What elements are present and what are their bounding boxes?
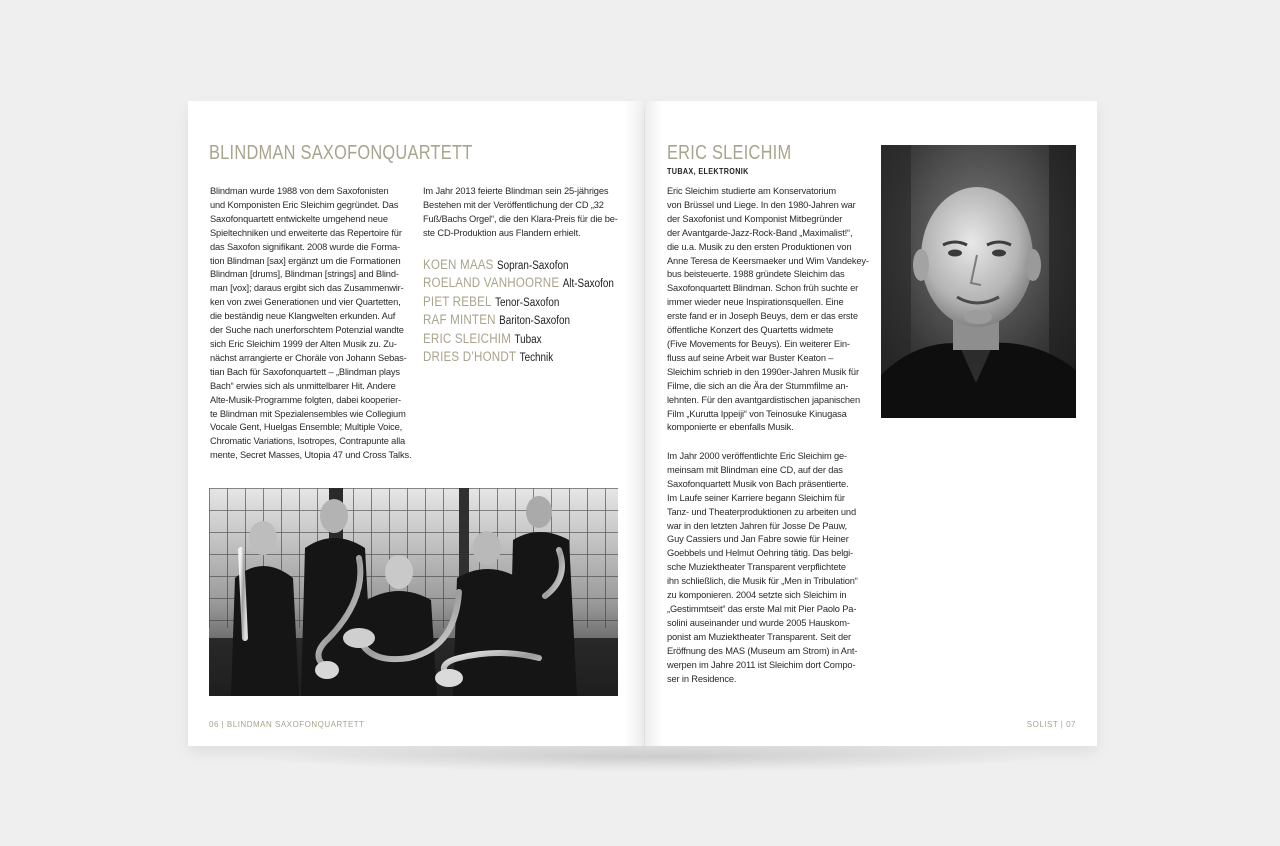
text-line: sche Muziektheater Transparent verpflichtete xyxy=(667,562,846,573)
text-line: Chromatic Variations, Isotropes, Contrapunte alla xyxy=(210,436,406,447)
right-page-footer: SOLIST | 07 xyxy=(1026,720,1076,729)
text-line: „Gestimmtseit“ das erste Mal mit Pier Paolo Pa- xyxy=(667,603,857,614)
portrait-photo xyxy=(881,145,1076,418)
member-name: ERIC SLEICHIM xyxy=(423,330,512,346)
text-line: te Blindman mit Spezialensembles wie Collegium xyxy=(210,408,406,419)
text-line: ponist am Muziektheater Transparent. Seit der xyxy=(667,631,851,642)
text-line: meinsam mit Blindman eine CD, auf der das xyxy=(667,464,843,475)
quartet-photo-graphic xyxy=(209,488,618,696)
member-name: DRIES D’HONDT xyxy=(423,348,517,364)
text-line: fluss auf seine Arbeit war Buster Keaton – xyxy=(667,352,834,363)
text-line: ihn schließlich, die Musik für „Men in Tribulation“ xyxy=(667,576,858,587)
text-line: Saxofonquartett entwickelte umgehend neue xyxy=(210,213,388,224)
member-row xyxy=(423,274,614,292)
text-line: tion Blindman [sax] ergänzt um die Formationen xyxy=(210,255,401,266)
text-line: Vocale Gent, Huelgas Ensemble; Multiple Voice, xyxy=(210,422,403,433)
text-line: Bach“ erwies sich als unmittelbarer Hit. Andere xyxy=(210,380,396,391)
right-gutter-shade xyxy=(645,101,663,746)
member-role: Bariton-Saxofon xyxy=(499,315,571,328)
member-role: Technik xyxy=(519,351,554,364)
text-line: erste fand er in Joseph Beuys, dem er das erste xyxy=(667,311,858,322)
text-line: Anne Teresa de Keersmaeker und Wim Vandekey- xyxy=(667,255,869,266)
member-row xyxy=(423,330,614,348)
member-row xyxy=(423,311,614,329)
right-page-title: ERIC SLEICHIM xyxy=(667,142,792,164)
text-line: Bestehen mit der Veröffentlichung der CD „32 xyxy=(423,199,604,210)
member-name: KOEN MAAS xyxy=(423,257,494,272)
right-page xyxy=(645,101,1097,746)
left-page xyxy=(188,101,644,746)
bio-paragraph-2 xyxy=(667,450,858,686)
member-row xyxy=(423,348,614,366)
bio-paragraph-1 xyxy=(667,185,869,435)
text-line: Filme, die sich an die Ära der Stummfilme an- xyxy=(667,380,849,391)
text-line: immer wieder neue Inspirationsquellen. Eine xyxy=(667,297,844,308)
text-line: öffentliche Konzert des Quartetts widmete xyxy=(667,325,834,336)
member-row xyxy=(423,293,614,311)
right-page-subtitle: TUBAX, ELEKTRONIK xyxy=(667,167,749,176)
text-line: Tanz- und Theaterproduktionen zu arbeiten und xyxy=(667,506,856,517)
text-line: Spieltechniken und erweiterte das Repertoire für xyxy=(210,227,402,238)
text-line: der Saxofonist und Komponist Mitbegründer xyxy=(667,213,843,224)
left-gutter-shade xyxy=(622,101,644,746)
left-page-footer: 06 | BLINDMAN SAXOFONQUARTETT xyxy=(209,720,365,729)
member-role: Sopran-Saxofon xyxy=(497,260,569,272)
text-line: von Brüssel und Liege. In den 1980-Jahren war xyxy=(667,199,856,210)
member-name: RAF MINTEN xyxy=(423,312,496,328)
member-role: Tubax xyxy=(514,333,542,346)
member-role: Alt-Saxofon xyxy=(562,278,614,291)
member-name: PIET REBEL xyxy=(423,293,492,309)
text-line: war in den letzten Jahren für Josse De Pauw, xyxy=(667,520,847,531)
text-line: lehnten. Für den avantgardistischen japanischen xyxy=(667,394,860,405)
member-role: Tenor-Saxofon xyxy=(495,296,560,309)
text-line: ste CD-Produktion aus Flandern erhielt. xyxy=(423,227,581,238)
text-line: (Five Movements for Beuys). Ein weiterer Ein- xyxy=(667,338,850,349)
brochure-spread xyxy=(188,101,1097,746)
text-line: mente, Secret Masses, Utopia 47 und Cross Talks. xyxy=(210,450,412,461)
text-line: Eröffnung des MAS (Museum am Strom) in Ant- xyxy=(667,645,858,656)
spread-shadow xyxy=(250,742,1050,772)
text-line: Im Laufe seiner Karriere begann Sleichim für xyxy=(667,492,845,503)
member-list xyxy=(423,256,645,366)
text-line: Goebbels und Helmut Oehring tätig. Das belgi- xyxy=(667,548,854,559)
text-line: und Komponisten Eric Sleichim gegründet. Das xyxy=(210,199,399,210)
text-line: Blindman [drums], Blindman [strings] and Blind- xyxy=(210,269,399,280)
text-line: ken von zwei Generationen und vier Quartetten, xyxy=(210,297,401,308)
text-line: Im Jahr 2000 veröffentlichte Eric Sleichim ge- xyxy=(667,451,847,461)
text-line: Sleichim schrieb in den 1990er-Jahren Musik für xyxy=(667,366,859,377)
text-line: Fuß/Bachs Orgel“, die den Klara-Preis für die be- xyxy=(423,213,618,224)
text-line: Guy Cassiers und Jan Fabre sowie für Heiner xyxy=(667,534,849,545)
text-line: das Saxofon signifikant. 2008 wurde die Forma- xyxy=(210,241,400,252)
text-line: komponierte er ebenfalls Musik. xyxy=(667,422,794,433)
left-column1-text xyxy=(210,185,411,463)
text-line: Alte-Musik-Programme folgten, dabei kooperier- xyxy=(210,394,401,405)
quartet-photo xyxy=(209,488,618,696)
text-line: zu komponieren. 2004 setzte sich Sleichim in xyxy=(667,590,847,601)
text-line: Saxofonquartett Blindman. Schon früh suchte er xyxy=(667,283,859,294)
text-line: solini auseinander und wurde 2005 Hauskom- xyxy=(667,617,850,628)
member-name: ROELAND VANHOORNE xyxy=(423,275,560,291)
text-line: Im Jahr 2013 feierte Blindman sein 25-jähriges xyxy=(423,186,609,196)
text-line: der Avantgarde-Jazz-Rock-Band „Maximalist!“, xyxy=(667,227,853,238)
text-line: sich Eric Sleichim 1999 der Alten Musik zu. Zu- xyxy=(210,338,397,349)
text-line: tian Bach für Saxofonquartett – „Blindman plays xyxy=(210,366,400,377)
text-line: Film „Kurutta Ippeiji“ von Teinosuke Kinugasa xyxy=(667,408,847,419)
text-line: Eric Sleichim studierte am Konservatorium xyxy=(667,186,837,196)
text-line: nächst arrangierte er Choräle von Johann Sebas- xyxy=(210,352,407,363)
text-line: werpen im Jahre 2011 ist Sleichim dort Compo- xyxy=(667,659,856,670)
text-line: Saxofonquartett Musik von Bach präsentierte. xyxy=(667,478,849,489)
text-line: man [vox]; daraus ergibt sich das Zusammenwir- xyxy=(210,283,404,294)
portrait-photo-graphic xyxy=(881,145,1076,418)
member-row xyxy=(423,256,614,274)
text-line: ser in Residence. xyxy=(667,673,737,684)
left-page-title: BLINDMAN SAXOFONQUARTETT xyxy=(209,142,473,164)
text-line: Blindman wurde 1988 von dem Saxofonisten xyxy=(210,186,389,196)
text-line: die u.a. Musik zu den ersten Produktionen von xyxy=(667,241,852,252)
text-line: die beständig neue Klangwelten erkunden. Auf xyxy=(210,311,396,322)
text-line: der Suche nach unerforschtem Potenzial wandte xyxy=(210,325,404,336)
text-line: bus beisteuerte. 1988 gründete Sleichim das xyxy=(667,269,845,280)
left-column2-text xyxy=(423,185,618,241)
